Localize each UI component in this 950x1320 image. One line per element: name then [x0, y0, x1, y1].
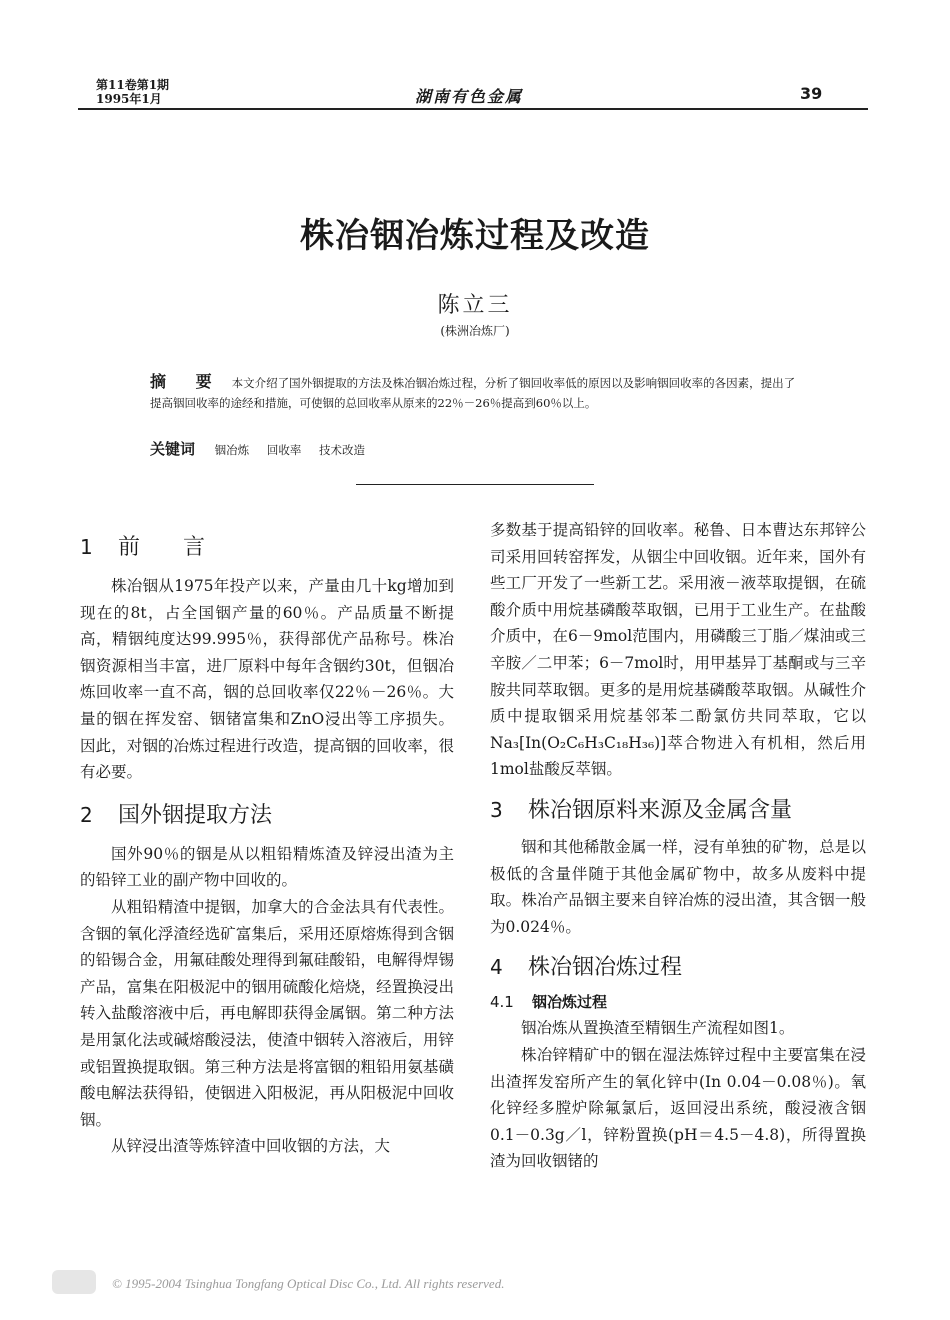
right-column	[490, 517, 866, 1175]
keywords-label: 关键词	[150, 440, 196, 458]
article-title: 株冶铟冶炼过程及改造	[300, 216, 650, 256]
section-title: 株冶铟冶炼过程	[528, 955, 683, 981]
section-title: 株冶铟原料来源及金属含量	[528, 797, 793, 823]
keywords	[150, 438, 798, 459]
abstract	[150, 372, 798, 413]
section-number: 3	[490, 797, 503, 822]
header-rule	[78, 108, 868, 110]
section-heading	[80, 798, 454, 833]
article-affiliation: (株洲冶炼厂)	[440, 324, 510, 338]
paragraph: 从锌浸出渣等炼锌渣中回收铟的方法，大	[111, 1137, 391, 1156]
paragraph: 从粗铅精渣中提铟，加拿大的合金法具有代表性。含铟的氧化浮渣经选矿富集后，采用还原熔炼得到含铟的铅锡合金，用氟硅酸处理得到氟硅酸铅，电解得焊锡产品，富集在阳极泥中的铟用硫酸化焙烧，经置换浸出转入盐酸溶液中后，再电解即获得金属铟。第二种方法是用氯化法或碱熔酸浸法，使渣中铟转入溶液后，用锌或铝置换提取铟。第三种方法是将富铟的粗铅用氨基磺酸电解法获得铅，使铟进入阳极泥，再从阳极泥中回收铟。	[80, 897, 454, 1129]
paragraph: 株冶铟从1975年投产以来，产量由几十kg增加到现在的8t，占全国铟产量的60％。产品质量不断提高，精铟纯度达99.995％，获得部优产品称号。株冶铟资源相当丰富，进厂原料中每年含铟约30t，但铟冶炼回收率一直不高，铟的总回收率仅22％－26％。大量的铟在挥发窑、铟锗富集和ZnO浸出等工序损失。因此，对铟的冶炼过程进行改造，提高铟的回收率，很有必要。	[80, 577, 454, 782]
subsection-heading	[490, 989, 866, 1015]
subsection-title: 铟冶炼过程	[532, 993, 608, 1012]
copyright-notice: © 1995-2004 Tsinghua Tongfang Optical Disc Co., Ltd. All rights reserved.	[112, 1276, 505, 1291]
issue-info	[96, 78, 169, 106]
keyword: 技术改造	[318, 443, 365, 457]
abstract-text: 本文介绍了国外铟提取的方法及株冶铟冶炼过程，分析了铟回收率低的原因以及影响铟回收率的各因素，提出了提高铟回收率的途经和措施，可使铟的总回收率从原来的22％－26％提高到60％以上。	[150, 376, 796, 410]
article-author: 陈立三	[437, 293, 513, 318]
section-number: 2	[80, 802, 93, 827]
paragraph: 株冶锌精矿中的铟在湿法炼锌过程中主要富集在浸出渣挥发窑所产生的氧化锌中(In 0.04－0.08％)。氧化锌经多膛炉除氟氯后，返回浸出系统，酸浸液含铟0.1－0.3g／l，锌粉置换(pH＝4.5－4.8)，所得置换渣为回收铟锗的	[490, 1045, 866, 1171]
abstract-label: 摘 要	[150, 372, 224, 391]
section-heading	[490, 950, 866, 985]
paragraph: 铟冶炼从置换渣至精铟生产流程如图1。	[521, 1019, 795, 1038]
subsection-number: 4.1	[490, 993, 514, 1012]
keyword: 铟冶炼	[214, 443, 250, 457]
publisher-logo-icon	[52, 1270, 96, 1294]
left-column	[80, 530, 454, 1160]
separator-rule	[356, 484, 594, 485]
section-number: 4	[490, 955, 503, 980]
paragraph: 多数基于提高铅锌的回收率。秘鲁、日本曹达东邦锌公司采用回转窑挥发，从铟尘中回收铟。近年来，国外有些工厂开发了一些新工艺。采用液－液萃取提铟，在硫酸介质中用烷基磷酸萃取铟，已用于工业生产。在盐酸介质中，在6－9mol范围内，用磷酸三丁脂／煤油或三辛胺／二甲苯；6－7mol时，用甲基异丁基酮或与三辛胺共同萃取铟。更多的是用烷基磷酸萃取铟。从碱性介质中提取铟采用烷基邻苯二酚氯仿共同萃取，它以Na₃[In(O₂C₆H₃C₁₈H₃₆)]萃合物进入有机相，然后用1mol盐酸反萃铟。	[490, 521, 866, 779]
section-heading	[80, 530, 454, 565]
paragraph: 铟和其他稀散金属一样，浸有单独的矿物，总是以极低的含量伴随于其他金属矿物中，故多从废料中提取。株冶产品铟主要来自锌冶炼的浸出渣，其含铟一般为0.024％。	[490, 837, 866, 936]
section-heading	[490, 793, 866, 828]
page-number: 39	[800, 84, 823, 103]
section-number: 1	[80, 535, 93, 559]
issue-volume: 第11卷第1期	[96, 78, 170, 92]
paragraph: 国外90％的铟是从以粗铅精炼渣及锌浸出渣为主的铅锌工业的副产物中回收的。	[80, 844, 454, 890]
section-title: 国外铟提取方法	[118, 802, 273, 828]
issue-date: 1995年1月	[96, 92, 162, 106]
section-title: 前 言	[118, 535, 223, 560]
keyword: 回收率	[266, 443, 302, 457]
journal-name: 湖南有色金属	[415, 87, 524, 106]
